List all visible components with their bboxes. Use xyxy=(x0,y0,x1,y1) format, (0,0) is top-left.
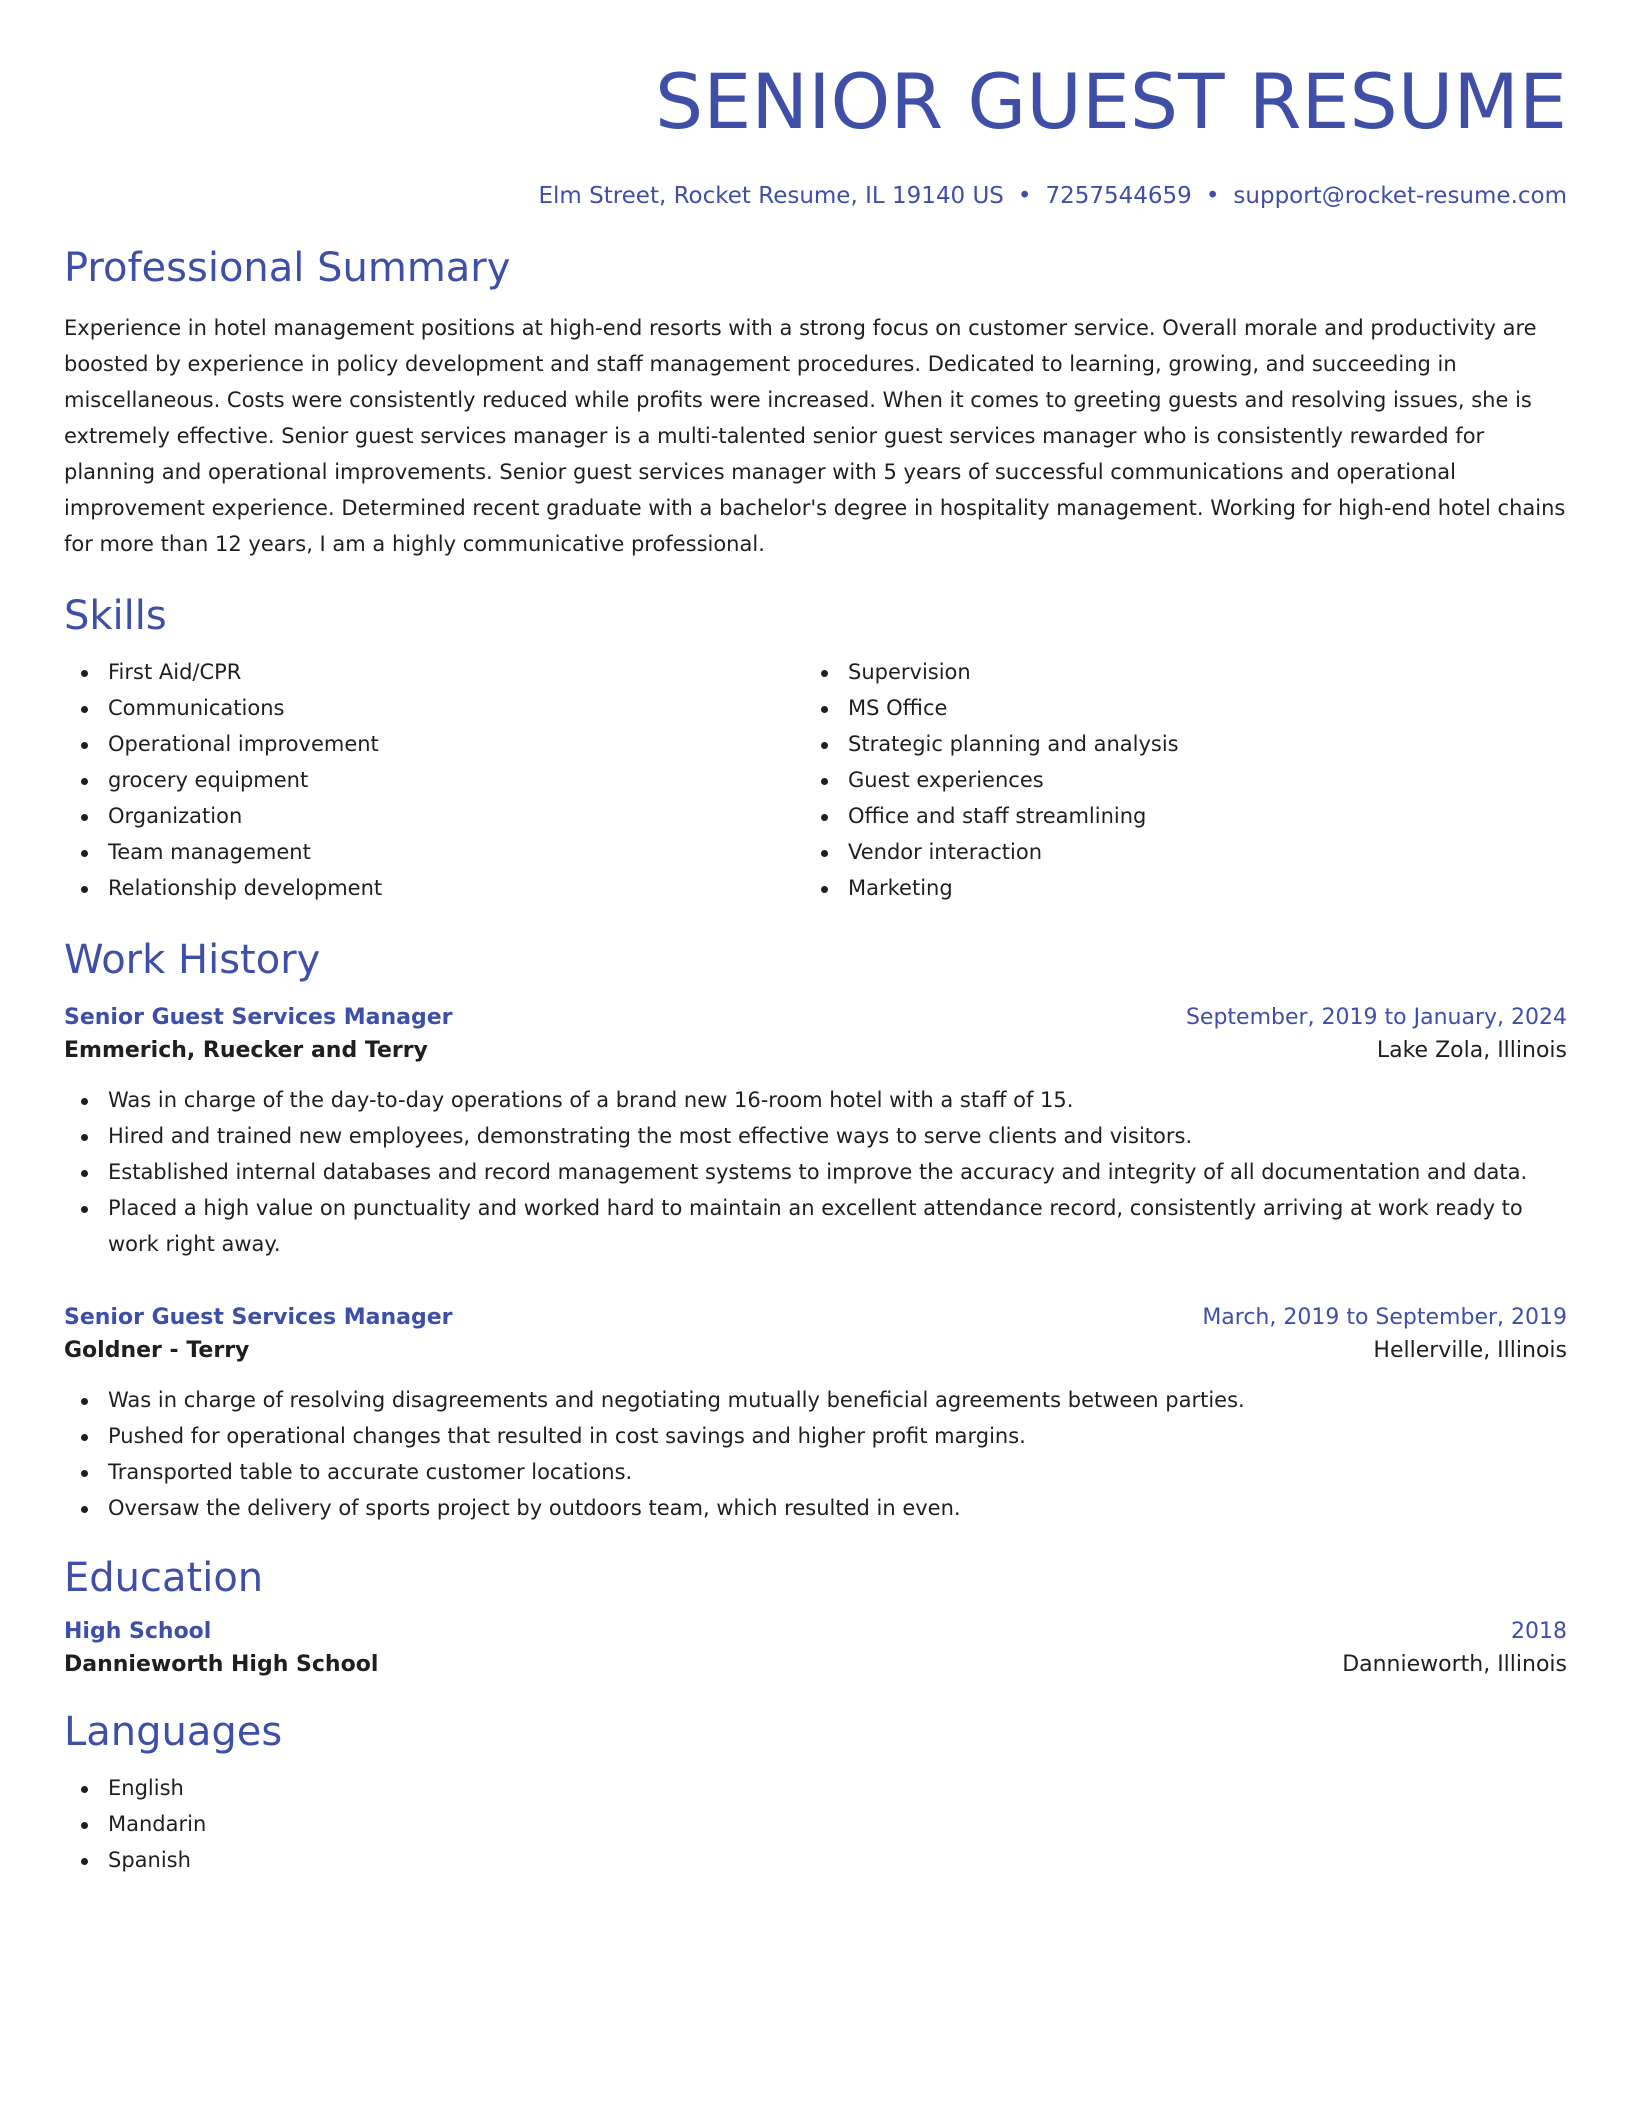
job-entry xyxy=(64,1302,1567,1526)
job-bullet: Hired and trained new employees, demonstrating the most effective ways to serve clients and visitors. xyxy=(64,1118,1567,1154)
job-company: Goldner - Terry xyxy=(64,1338,250,1363)
education-entry xyxy=(64,1616,1567,1682)
skill-item: Vendor interaction xyxy=(804,834,1504,870)
job-bullets xyxy=(64,1382,1567,1526)
job-bullet: Established internal databases and record management systems to improve the accuracy and integrity of all documentation and data. xyxy=(64,1154,1567,1190)
job-company: Emmerich, Ruecker and Terry xyxy=(64,1038,428,1063)
contact-address: Elm Street, Rocket Resume, IL 19140 US xyxy=(538,183,1004,209)
skill-item: Operational improvement xyxy=(64,726,804,762)
skill-item: Office and staff streamlining xyxy=(804,798,1504,834)
job-bullets xyxy=(64,1082,1567,1262)
languages-list xyxy=(64,1770,1567,1878)
job-bullet: Oversaw the delivery of sports project by outdoors team, which resulted in even. xyxy=(64,1490,1567,1526)
job-dates: March, 2019 to September, 2019 xyxy=(1202,1305,1567,1330)
job-title: Senior Guest Services Manager xyxy=(64,1305,453,1330)
skills-heading: Skills xyxy=(64,593,167,639)
resume-name: SENIOR GUEST RESUME xyxy=(655,57,1567,146)
skill-item: Relationship development xyxy=(64,870,804,906)
education-year: 2018 xyxy=(1511,1619,1567,1644)
summary-text: Experience in hotel management positions at high-end resorts with a strong focus on customer service. Overall morale and productivity are boosted by experience in policy development and staff management procedures. Dedicated to learning, growing, and succeeding in miscellaneous. Costs were consistently reduced while profits were increased. When it comes to greeting guests and resolving issues, she is extremely effective. Senior guest services manager is a multi-talented senior guest services manager who is consistently rewarded for planning and operational improvements. Senior guest services manager with 5 years of successful communications and operational improvement experience. Determined recent graduate with a bachelor's degree in hospitality management. Working for high-end hotel chains for more than 12 years, I am a highly communicative professional. xyxy=(64,316,1566,556)
skill-item: Marketing xyxy=(804,870,1504,906)
skill-item: grocery equipment xyxy=(64,762,804,798)
contact-separator: • xyxy=(1017,183,1032,209)
language-item: Mandarin xyxy=(64,1806,1567,1842)
job-entry xyxy=(64,1002,1567,1262)
job-bullet: Pushed for operational changes that resulted in cost savings and higher profit margins. xyxy=(64,1418,1567,1454)
skills-list xyxy=(64,654,1567,906)
education-school: Dannieworth High School xyxy=(64,1652,379,1677)
languages-heading: Languages xyxy=(64,1709,283,1755)
resume-header xyxy=(64,56,1567,210)
education-heading: Education xyxy=(64,1555,264,1601)
language-item: Spanish xyxy=(64,1842,1567,1878)
skill-item: Team management xyxy=(64,834,804,870)
language-item: English xyxy=(64,1770,1567,1806)
skill-item: Supervision xyxy=(804,654,1504,690)
job-company-row xyxy=(64,1334,1567,1368)
job-bullet: Was in charge of the day-to-day operations of a brand new 16-room hotel with a staff of 15. xyxy=(64,1082,1567,1118)
skill-item: First Aid/CPR xyxy=(64,654,804,690)
job-header-row xyxy=(64,1002,1567,1034)
contact-separator: • xyxy=(1205,183,1220,209)
education-header-row xyxy=(64,1616,1567,1648)
job-location: Lake Zola, Illinois xyxy=(1376,1038,1567,1063)
skill-item: MS Office xyxy=(804,690,1504,726)
job-bullet: Placed a high value on punctuality and worked hard to maintain an excellent attendance record, consistently arriving at work ready to work right away. xyxy=(64,1190,1567,1262)
work-history-heading: Work History xyxy=(64,937,321,983)
skill-item: Communications xyxy=(64,690,804,726)
education-school-row xyxy=(64,1648,1567,1682)
job-dates: September, 2019 to January, 2024 xyxy=(1185,1005,1567,1030)
job-header-row xyxy=(64,1302,1567,1334)
contact-line xyxy=(64,182,1567,210)
job-bullet: Was in charge of resolving disagreements and negotiating mutually beneficial agreements between parties. xyxy=(64,1382,1567,1418)
job-location: Hellerville, Illinois xyxy=(1373,1338,1567,1363)
job-bullet: Transported table to accurate customer locations. xyxy=(64,1454,1567,1490)
skills-column-left xyxy=(64,654,804,906)
skill-item: Organization xyxy=(64,798,804,834)
skill-item: Guest experiences xyxy=(804,762,1504,798)
summary-heading: Professional Summary xyxy=(64,245,511,291)
job-company-row xyxy=(64,1034,1567,1068)
education-location: Dannieworth, Illinois xyxy=(1342,1652,1567,1677)
job-title: Senior Guest Services Manager xyxy=(64,1005,453,1030)
contact-phone: 7257544659 xyxy=(1045,183,1192,209)
skill-item: Strategic planning and analysis xyxy=(804,726,1504,762)
education-degree: High School xyxy=(64,1619,212,1644)
contact-email[interactable]: support@rocket-resume.com xyxy=(1233,183,1567,209)
skills-column-right xyxy=(804,654,1504,906)
